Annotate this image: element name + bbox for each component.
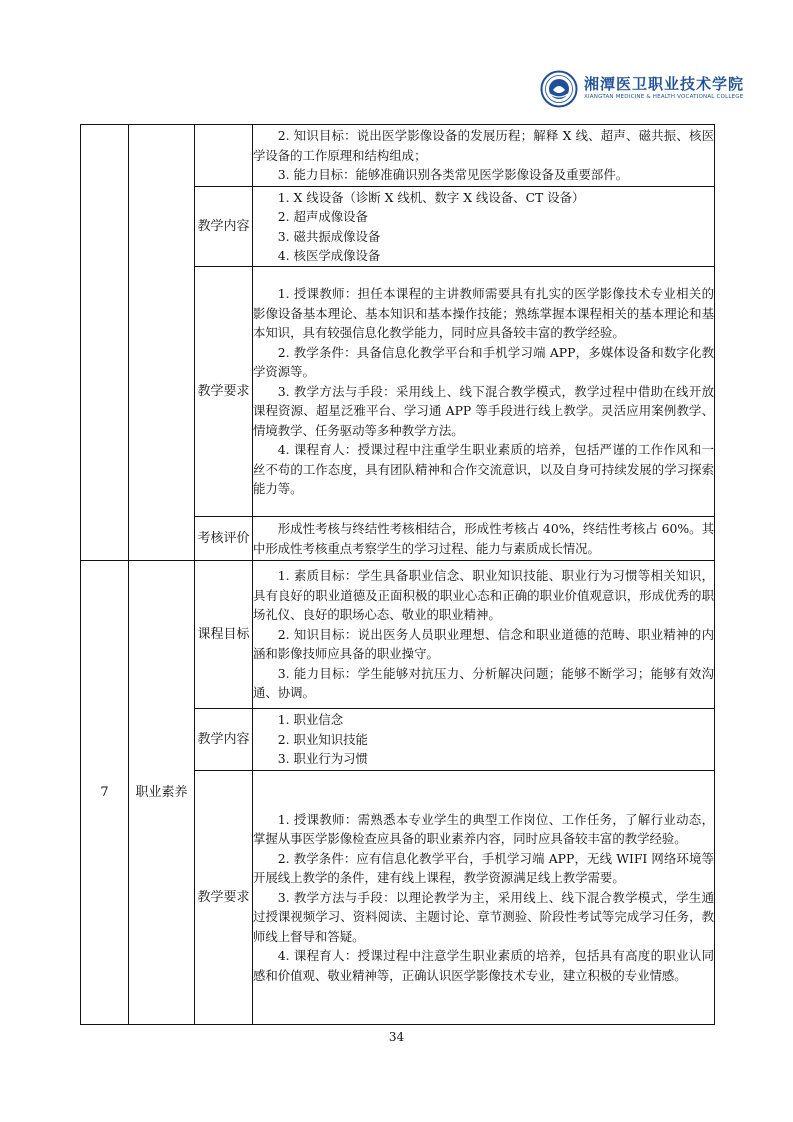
goal-item: 1. 素质目标：学生具备职业信念、职业知识技能、职业行为习惯等相关知识，具有良好的职业道德及正面积极的职业心态和正确的职业价值观意识，形成优秀的职场礼仪、良好的职场心态、敬业的职业精神。 — [253, 568, 714, 623]
requirement-item: 3. 教学方法与手段：以理论教学为主，采用线上、线下混合教学模式，学生通过授课视频学习、资料阅读、主题讨论、章节测验、阶段性考试等完成学习任务，教师线上督导和答疑。 — [253, 889, 714, 944]
row7-course-name: 职业素养 — [129, 561, 195, 1025]
list-item: 4. 核医学成像设备 — [277, 248, 381, 263]
row6-number-cell — [81, 125, 129, 561]
evaluation-text: 形成性考核与终结性考核相结合，形成性考核占 40%，终结性考核占 60%。其中形成性考核重点考察学生的学习过程、能力与素质成长情况。 — [253, 521, 714, 556]
list-item: 2. 超声成像设备 — [277, 209, 368, 224]
row7-content-list — [253, 709, 715, 771]
requirement-item: 1. 授课教师：担任本课程的主讲教师需要具有扎实的医学影像技术专业相关的影像设备基本理论、基本知识和基本操作技能；熟练掌握本课程相关的基本理论和基本知识，具有较强信息化教学能力，同时应具备较丰富的教学经验。 — [253, 286, 714, 341]
requirement-label: 教学要求 — [195, 771, 253, 1025]
row7-number: 7 — [81, 561, 129, 1025]
school-name-en: XIANGTAN MEDICINE & HEALTH VOCATIONAL COLLEGE — [584, 94, 744, 100]
content-label: 教学内容 — [195, 709, 253, 771]
requirement-item: 3. 教学方法与手段：采用线上、线下混合教学模式，教学过程中借助在线开放课程资源、超星泛雅平台、学习通 APP 等手段进行线上教学。灵活应用案例教学、情境教学、任务驱动等多种教学方法。 — [253, 383, 714, 438]
requirement-item: 2. 教学条件：具备信息化教学平台和手机学习端 APP，多媒体设备和数字化教学资源等。 — [253, 344, 714, 380]
requirement-item: 1. 授课教师：需熟悉本专业学生的典型工作岗位、工作任务，了解行业动态，掌握从事医学影像检查应具备的职业素养内容，同时应具备较丰富的教学经验。 — [253, 811, 714, 847]
goal-item: 3. 能力目标：能够准确识别各类常见医学影像设备及重要部件。 — [277, 167, 629, 183]
row7-requirement-content — [253, 771, 715, 1025]
evaluation-label: 考核评价 — [195, 517, 253, 561]
school-logo — [540, 70, 745, 110]
requirement-item: 2. 教学条件：应有信息化教学平台，手机学习端 APP，无线 WIFI 网络环境等开展线上教学的条件，建有线上课程，教学资源满足线上教学需要。 — [253, 850, 714, 886]
list-item: 1. 职业信念 — [277, 712, 344, 728]
goal-label: 课程目标 — [195, 561, 253, 709]
row6-content-list — [253, 187, 715, 267]
goal-item: 2. 知识目标：说出医学影像设备的发展历程；解释 X 线、超声、磁共振、核医学设备的工作原理和结构组成； — [253, 128, 714, 163]
page-number: 34 — [388, 1030, 405, 1044]
row6-evaluation-content — [253, 517, 715, 561]
course-table — [80, 124, 715, 1025]
row6-course-cell — [129, 125, 195, 561]
table-row — [81, 125, 715, 187]
goal-item: 2. 知识目标：说出医务人员职业理想、信念和职业道德的范畴、职业精神的内涵和影像技师应具备的职业操守。 — [253, 626, 714, 662]
content-label: 教学内容 — [195, 187, 253, 267]
school-emblem-icon — [540, 70, 578, 108]
list-item: 2. 职业知识技能 — [277, 731, 368, 747]
list-item: 3. 职业行为习惯 — [277, 751, 368, 767]
school-name-cn: 湘潭医卫职业技术学院 — [584, 75, 745, 93]
row7-goal-content — [253, 561, 715, 709]
requirement-label: 教学要求 — [195, 267, 253, 517]
table-row — [81, 561, 715, 709]
requirement-item: 4. 课程育人：授课过程中注意学生职业素质的培养，包括具有高度的职业认同感和价值观、敬业精神等，正确认识医学影像技术专业，建立积极的专业情感。 — [253, 948, 714, 983]
list-item: 1. X 线设备（诊断 X 线机、数字 X 线设备、CT 设备） — [277, 189, 585, 205]
goal-item: 3. 能力目标：学生能够对抗压力、分析解决问题；能够不断学习；能够有效沟通、协调。 — [253, 665, 714, 701]
row6-goal-content — [253, 125, 715, 187]
row6-requirement-content — [253, 267, 715, 517]
requirement-item: 4. 课程育人：授课过程中注重学生职业素质的培养，包括严谨的工作作风和一丝不苟的工作态度，具有团队精神和合作交流意识，以及自身可持续发展的学习探索能力等。 — [253, 442, 714, 497]
list-item: 3. 磁共振成像设备 — [277, 228, 381, 244]
row6-goal-label-cell — [195, 125, 253, 187]
